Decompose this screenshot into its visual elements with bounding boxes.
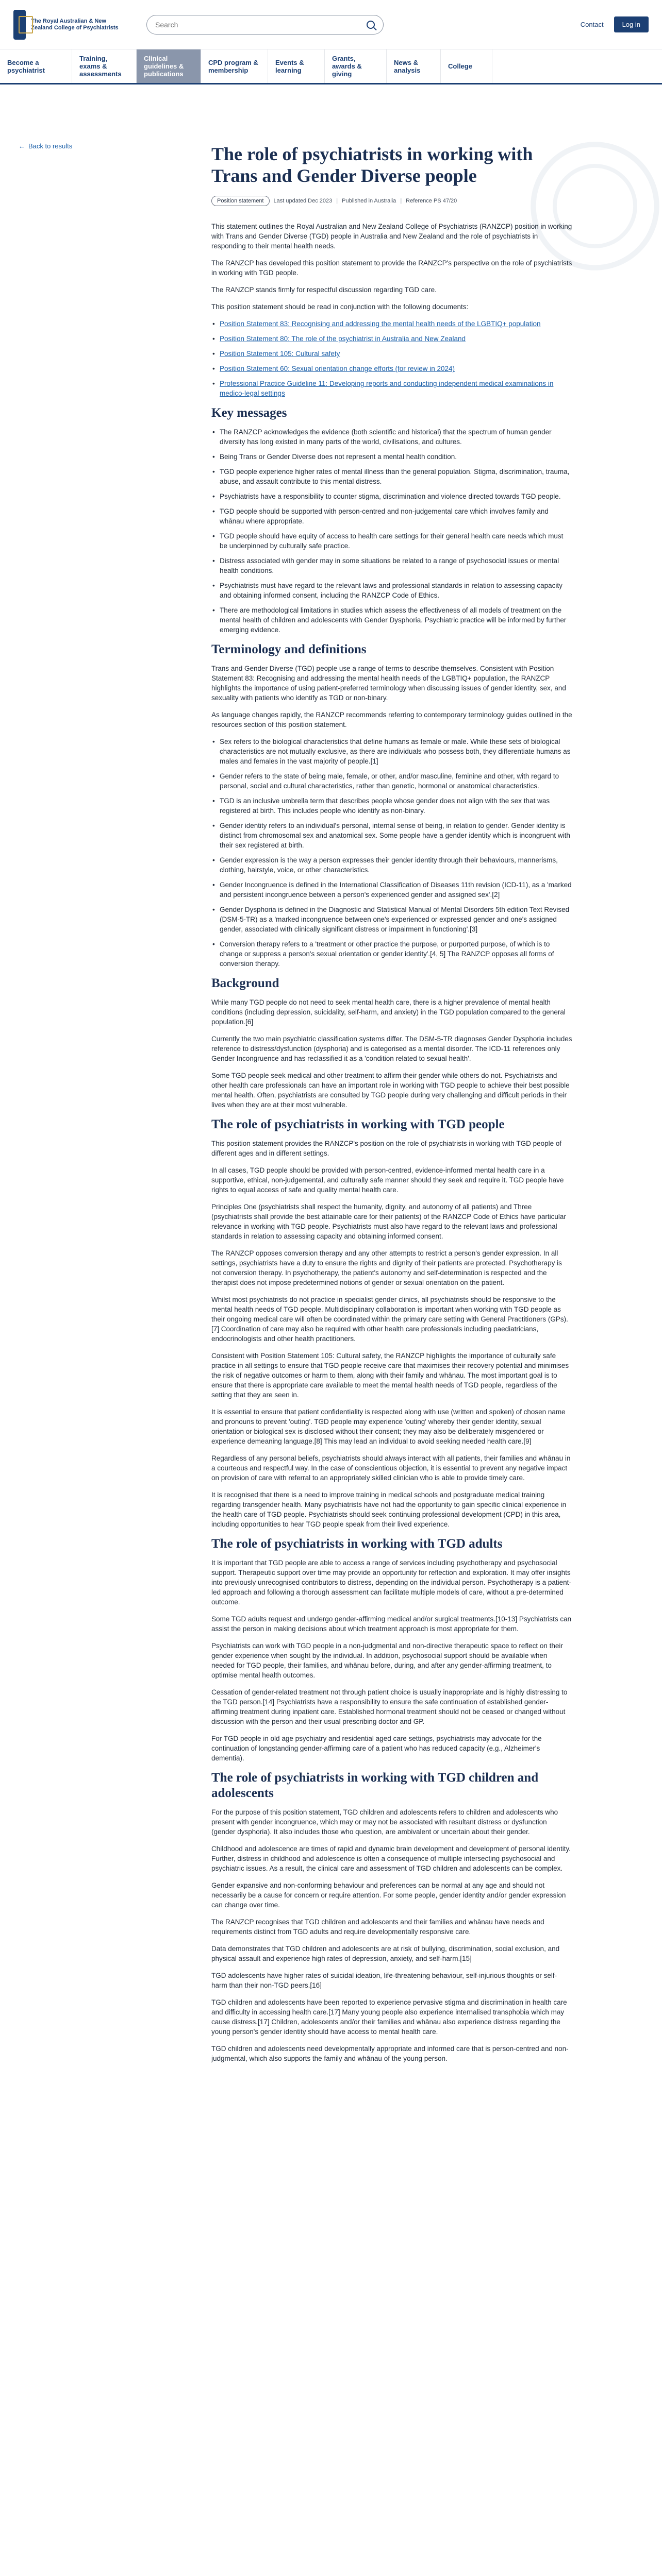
nav-training[interactable]: Training, exams & assessments [72, 49, 137, 83]
contact-link[interactable]: Contact [580, 21, 604, 28]
section-heading: Background [211, 976, 279, 990]
paragraph: Gender expansive and non-conforming behaviour and preferences can be normal at any age and should not necessarily be a cause for concern or require attention. For some people, gender identity and/or gender expression can change over time. [211, 1882, 566, 1909]
nav-cpd[interactable]: CPD program & membership [201, 49, 268, 83]
college-logo[interactable] [13, 10, 122, 40]
paragraph: The RANZCP has developed this position statement to provide the RANZCP's perspective on the role of psychiatrists in working with TGD people. [211, 259, 572, 277]
section-heading: The role of psychiatrists in working with TGD adults [211, 1537, 503, 1551]
terms-list [211, 737, 572, 969]
paragraph: The RANZCP stands firmly for respectful discussion regarding TGD care. [211, 286, 437, 294]
paragraph: TGD children and adolescents need developmentally appropriate and informed care that is person-centred and non-judgmental, which also supports the family and whānau of the young person. [211, 2045, 569, 2062]
related-doc-link[interactable]: Professional Practice Guideline 11: Developing reports and conducting independent medical examinations in medico-legal settings [220, 380, 554, 397]
paragraph: It is essential to ensure that patient confidentiality is respected along with use (written and spoken) of chosen name and pronouns to prevent 'outing'. TGD people may experience 'outing' whereby their gender identity, sexual orientation or biological sex is disclosed without their consent; they may also be deliberately misgendered or experience demeaning language.[8] This may lead an individual to avoid seeking needed health care.[9] [211, 1408, 566, 1445]
back-link-label: Back to results [28, 142, 73, 150]
doc-type-badge: Position statement [211, 196, 270, 206]
list-item: • TGD people should be supported with person-centred and non-judgemental care which involves family and whānau where appropriate. [211, 506, 572, 526]
nav-college[interactable]: College [441, 49, 492, 83]
paragraph: Principles One (psychiatrists shall respect the humanity, dignity, and autonomy of all patients) and Three (psychiatrists shall provide the best attainable care for their patients) of the RANZCP Code of Ethics have particular relevance in working with TGD people. Psychiatrists must also have regard to the relevant laws and professional standards in relation to assessing capacity and obtaining informed consent. [211, 1203, 566, 1240]
list-item: • Gender Incongruence is defined in the International Classification of Diseases 11th revision (ICD-11), as a 'marked and persistent incongruence between a person's experienced gender and assigned sex'.[2] [211, 880, 572, 900]
paragraph: For TGD people in old age psychiatry and residential aged care settings, psychiatrists may advocate for the continuation of longstanding gender-affirming care of a patient who has reduced capacity (e.g., Alzheimer's dementia). [211, 1735, 542, 1762]
paragraph: Some TGD adults request and undergo gender-affirming medical and/or surgical treatments.[10-13] Psychiatrists can assist the person in making decisions about which treatment approach is most appropriate for them. [211, 1615, 572, 1633]
paragraph: This statement outlines the Royal Australian and New Zealand College of Psychiatrists (RANZCP) position in working with Trans and Gender Diverse (TGD) people in Australia and New Zealand and the role of psychiatrists in responding to their mental health needs. [211, 223, 572, 250]
paragraph: Trans and Gender Diverse (TGD) people use a range of terms to describe themselves. Consistent with Position Statement 83: Recognising and addressing the mental health needs of the LGBTIQ+ population, the RANZCP highlights the importance of using patient-preferred terminology when discussing issues of gender identity, sex, and sexuality with patients who identify as TGD or non-binary. [211, 665, 566, 702]
list-item: • TGD is an inclusive umbrella term that describes people whose gender does not align with the sex that was registered at birth. This includes people who identify as non-binary. [211, 796, 572, 816]
paragraph: Currently the two main psychiatric classification systems differ. The DSM-5-TR diagnoses Gender Dysphoria includes reference to distress/dysfunction (dysphoria) and is categorised as a mental disorder. The ICD-11 references only Gender Incongruence and has reclassified it as a 'condition related to sexual health'. [211, 1035, 572, 1062]
paragraph: In all cases, TGD people should be provided with person-centred, evidence-informed mental health care in a supportive, ethical, non-judgemental, and culturally safe manner should they seek and require it. TGD people have rights to equal access of safe and quality mental health care. [211, 1166, 564, 1194]
related-docs-list [211, 319, 572, 398]
search-box[interactable] [146, 15, 384, 35]
list-item: • TGD people experience higher rates of mental illness than the general population. Stigma, discrimination, trauma, abuse, and assault contribute to this mental distress. [211, 467, 572, 486]
last-updated: Last updated Dec 2023 [273, 198, 333, 204]
list-item: • Gender expression is the way a person expresses their gender identity through their behaviours, mannerisms, clothing, hairstyle, voice, or other characteristics. [211, 855, 572, 875]
list-item: • TGD people should have equity of access to health care settings for their general health care needs which must be underpinned by culturally safe practice. [211, 531, 572, 551]
top-actions [581, 16, 649, 32]
site-header [0, 0, 662, 49]
list-item: • Psychiatrists have a responsibility to counter stigma, discrimination and violence directed towards TGD people. [211, 492, 572, 501]
nav-events[interactable]: Events & learning [268, 49, 325, 83]
paragraph: Cessation of gender-related treatment not through patient choice is usually inappropriate and is highly distressing to the TGD person.[14] Psychiatrists have a responsibility to ensure the safe continuation of established gender-affirming treatment during inpatient care. Established hormonal treatment should not be ceased or changed without discussion with the person and their usual prescribing doctor and GP. [211, 1688, 568, 1725]
logo-text: The Royal Australian & New Zealand College of Psychiatrists [31, 18, 119, 31]
back-to-results-link[interactable] [19, 142, 72, 150]
list-item: • Gender refers to the state of being male, female, or other, and/or masculine, feminine and other, with regard to personal, social and cultural characteristics, rather than genetic, hormonal or anatomical characteristics. [211, 771, 572, 791]
nav-become-psychiatrist[interactable]: Become a psychiatrist [0, 49, 72, 83]
list-item: • Sex refers to the biological characteristics that define humans as female or male. While these sets of biological characteristics are not mutually exclusive, as there are individuals who possess both, they differentiate humans as males and females in the vast majority of people.[1] [211, 737, 572, 766]
paragraph: The RANZCP recognises that TGD children and adolescents and their families and whānau have needs and requirements distinct from TGD adults and require developmentally responsive care. [211, 1918, 544, 1936]
reference: Reference PS 47/20 [406, 198, 457, 204]
list-item: • Gender identity refers to an individual's personal, internal sense of being, in relation to gender. Gender identity is distinct from chromosomal sex and anatomical sex. Some people have a gender identity which is incongruent with their sex registered at birth. [211, 821, 572, 850]
section-heading: The role of psychiatrists in working with TGD people [211, 1117, 505, 1131]
list-item [211, 319, 572, 329]
section-heading: The role of psychiatrists in working with TGD children and adolescents [211, 1771, 539, 1800]
list-item: • Conversion therapy refers to a 'treatment or other practice the purpose, or purported purpose, of which is to change or suppress a person's sexual orientation or gender identity'.[4, 5] The RANZCP opposes all forms of conversion therapy. [211, 939, 572, 969]
related-doc-link[interactable]: Position Statement 80: The role of the psychiatrist in Australia and New Zealand [220, 335, 466, 343]
paragraph: Data demonstrates that TGD children and adolescents are at risk of bullying, discrimination, social exclusion, and physical assault and experience high rates of depression, anxiety, and self-harm.[15] [211, 1945, 560, 1962]
paragraph: This position statement should be read in conjunction with the following documents: [211, 303, 469, 311]
list-item: • Gender Dysphoria is defined in the Diagnostic and Statistical Manual of Mental Disorders 5th edition Text Revised (DSM-5-TR) as a 'marked incongruence between one's experienced or expressed gender and one's assigned gender, associated with clinically significant distress or impairment in functioning'.[3] [211, 905, 572, 934]
search-input[interactable] [155, 21, 367, 29]
nav-news[interactable]: News & analysis [387, 49, 441, 83]
related-doc-link[interactable]: Position Statement 105: Cultural safety [220, 350, 340, 358]
paragraph: Regardless of any personal beliefs, psychiatrists should always interact with all patients, their families and whānau in a courteous and respectful way. In the case of conscientious objection, it is essential to prevent any negative impact on provision of care with referral to an appropriately skilled clinician who is able to provide timely care. [211, 1454, 571, 1482]
nav-grants[interactable]: Grants, awards & giving [325, 49, 387, 83]
list-item: • There are methodological limitations in studies which assess the effectiveness of all models of treatment on the mental health of children and adolescents with Gender Dysphoria. Psychiatric practice will be informed by further emerging evidence. [211, 605, 572, 635]
list-item: • Being Trans or Gender Diverse does not represent a mental health condition. [211, 452, 572, 462]
paragraph: While many TGD people do not need to seek mental health care, there is a higher prevalence of mental health conditions (including depression, suicidality, self-harm, and anxiety) in the TGD population compared to the general population.[6] [211, 998, 566, 1026]
list-item: • Distress associated with gender may in some situations be related to a range of psychosocial issues or mental health conditions. [211, 556, 572, 575]
section-heading: Key messages [211, 406, 287, 420]
related-doc-link[interactable]: Position Statement 60: Sexual orientation change efforts (for review in 2024) [220, 365, 455, 372]
key-messages-list [211, 427, 572, 635]
paragraph: Consistent with Position Statement 105: Cultural safety, the RANZCP highlights the importance of culturally safe practice in all settings to ensure that TGD people receive care that maximises their recovery potential and minimises the risk of negative outcomes or harm to them, along with their family and whānau. The most important goal is to ensure that there is appropriate care available to meet the mental health needs of TGD people, regardless of the setting that they are seen in. [211, 1352, 569, 1399]
list-item [211, 349, 572, 359]
paragraph: TGD children and adolescents have been reported to experience pervasive stigma and discrimination in health care and difficulty in accessing health care.[17] Many young people also experience internalised transphobia which may cause distress.[17] Children, adolescents and/or their families and whānau also experience distress regarding the young person's gender identity should have access to mental health care. [211, 1998, 567, 2036]
list-item [211, 364, 572, 374]
meta-row [211, 196, 572, 206]
nav-clinical-guidelines[interactable]: Clinical guidelines & publications [137, 49, 201, 83]
college-crest-icon [13, 10, 26, 40]
page-title: The role of psychiatrists in working with Trans and Gender Diverse people [211, 144, 533, 186]
meta-separator: | [400, 198, 402, 204]
published-in: Published in Australia [342, 198, 396, 204]
related-doc-link[interactable]: Position Statement 83: Recognising and addressing the mental health needs of the LGBTIQ+ population [220, 320, 541, 328]
login-button[interactable]: Log in [614, 16, 649, 32]
list-item: • The RANZCP acknowledges the evidence (both scientific and historical) that the spectrum of human gender diversity has long existed in many parts of the world, civilisations, and cultures. [211, 427, 572, 447]
paragraph: It is recognised that there is a need to improve training in medical schools and postgraduate medical training regarding transgender health. Many psychiatrists have not had the opportunity to gain specific clinical experience in the health care of TGD people. Psychiatrists should seek continuing professional development (CPD) in this area, including opportunities to hear TGD people speak from their lived experience. [211, 1491, 567, 1528]
list-item [211, 334, 572, 344]
list-item: • Psychiatrists must have regard to the relevant laws and professional standards in relation to assessing capacity and obtaining informed consent, including the RANZCP Code of Ethics. [211, 581, 572, 600]
article [211, 143, 572, 2071]
paragraph: As language changes rapidly, the RANZCP recommends referring to contemporary terminology guides outlined in the resources section of this position statement. [211, 711, 572, 728]
paragraph: Psychiatrists can work with TGD people in a non-judgmental and non-directive therapeutic space to reflect on their gender experience when sought by the individual. In addition, psychosocial support should be available when needed for TGD people, their families, and whānau before, during, and after any gender-affirming treatment, to optimise mental health outcomes. [211, 1642, 563, 1679]
search-icon[interactable] [367, 21, 375, 29]
paragraph: The RANZCP opposes conversion therapy and any other attempts to restrict a person's gender expression. In all settings, psychiatrists have a duty to ensure the rights and dignity of their patients are protected. Psychotherapy is not conversion therapy. In psychotherapy, the patient's autonomy and self-determination is respected and the therapist does not impose predetermined notions of gender or sexual orientation on the patient. [211, 1249, 562, 1286]
paragraph: Some TGD people seek medical and other treatment to affirm their gender while others do not. Psychiatrists and other health care professionals can have an important role in working with TGD people to achieve their best possible mental health. Often, psychiatrists are consulted by TGD people during very challenging and difficult periods in their lives when they are at their most vulnerable. [211, 1072, 570, 1109]
paragraph: Whilst most psychiatrists do not practice in specialist gender clinics, all psychiatrists should be responsive to the mental health needs of TGD people. Multidisciplinary collaboration is important when working with TGD people as their ongoing medical care will often be coordinated within the primary care setting with General Practitioners (GPs).[7] Coordination of care may also be required with other health care professionals including paediatricians, endocrinologists and other health practitioners. [211, 1296, 568, 1343]
paragraph: It is important that TGD people are able to access a range of services including psychotherapy and psychosocial support. Therapeutic support over time may provide an opportunity for reflection and exploration. It may offer insights into previously unrecognised contributors to distress, depending on the individual person. Psychotherapy is a patient-led approach and following a thorough assessment can facilitate multiple models of care, without a pre-determined outcome. [211, 1559, 571, 1606]
paragraph: Childhood and adolescence are times of rapid and dynamic brain development and development of personal identity. Further, distress in childhood and adolescence is often a consequence of multiple intersecting psychosocial and psychiatric issues. As a result, the clinical care and assessment of TGD children and adolescents can be complex. [211, 1845, 571, 1872]
arrow-left-icon: ← [19, 142, 25, 150]
section-heading: Terminology and definitions [211, 642, 367, 656]
meta-separator: | [336, 198, 338, 204]
paragraph: For the purpose of this position statement, TGD children and adolescents refers to children and adolescents who present with gender incongruence, which may or may not be associated with resultant distress or dysfunction (gender dysphoria). It also includes those who question, are ambivalent or uncertain about their gender. [211, 1808, 558, 1836]
paragraph: This position statement provides the RANZCP's position on the role of psychiatrists in working with TGD people of different ages and in different settings. [211, 1140, 562, 1157]
main-nav [0, 49, 662, 84]
paragraph: TGD adolescents have higher rates of suicidal ideation, life-threatening behaviour, self-injurious thoughts or self-harm than their non-TGD peers.[16] [211, 1972, 557, 1989]
list-item [211, 379, 572, 398]
